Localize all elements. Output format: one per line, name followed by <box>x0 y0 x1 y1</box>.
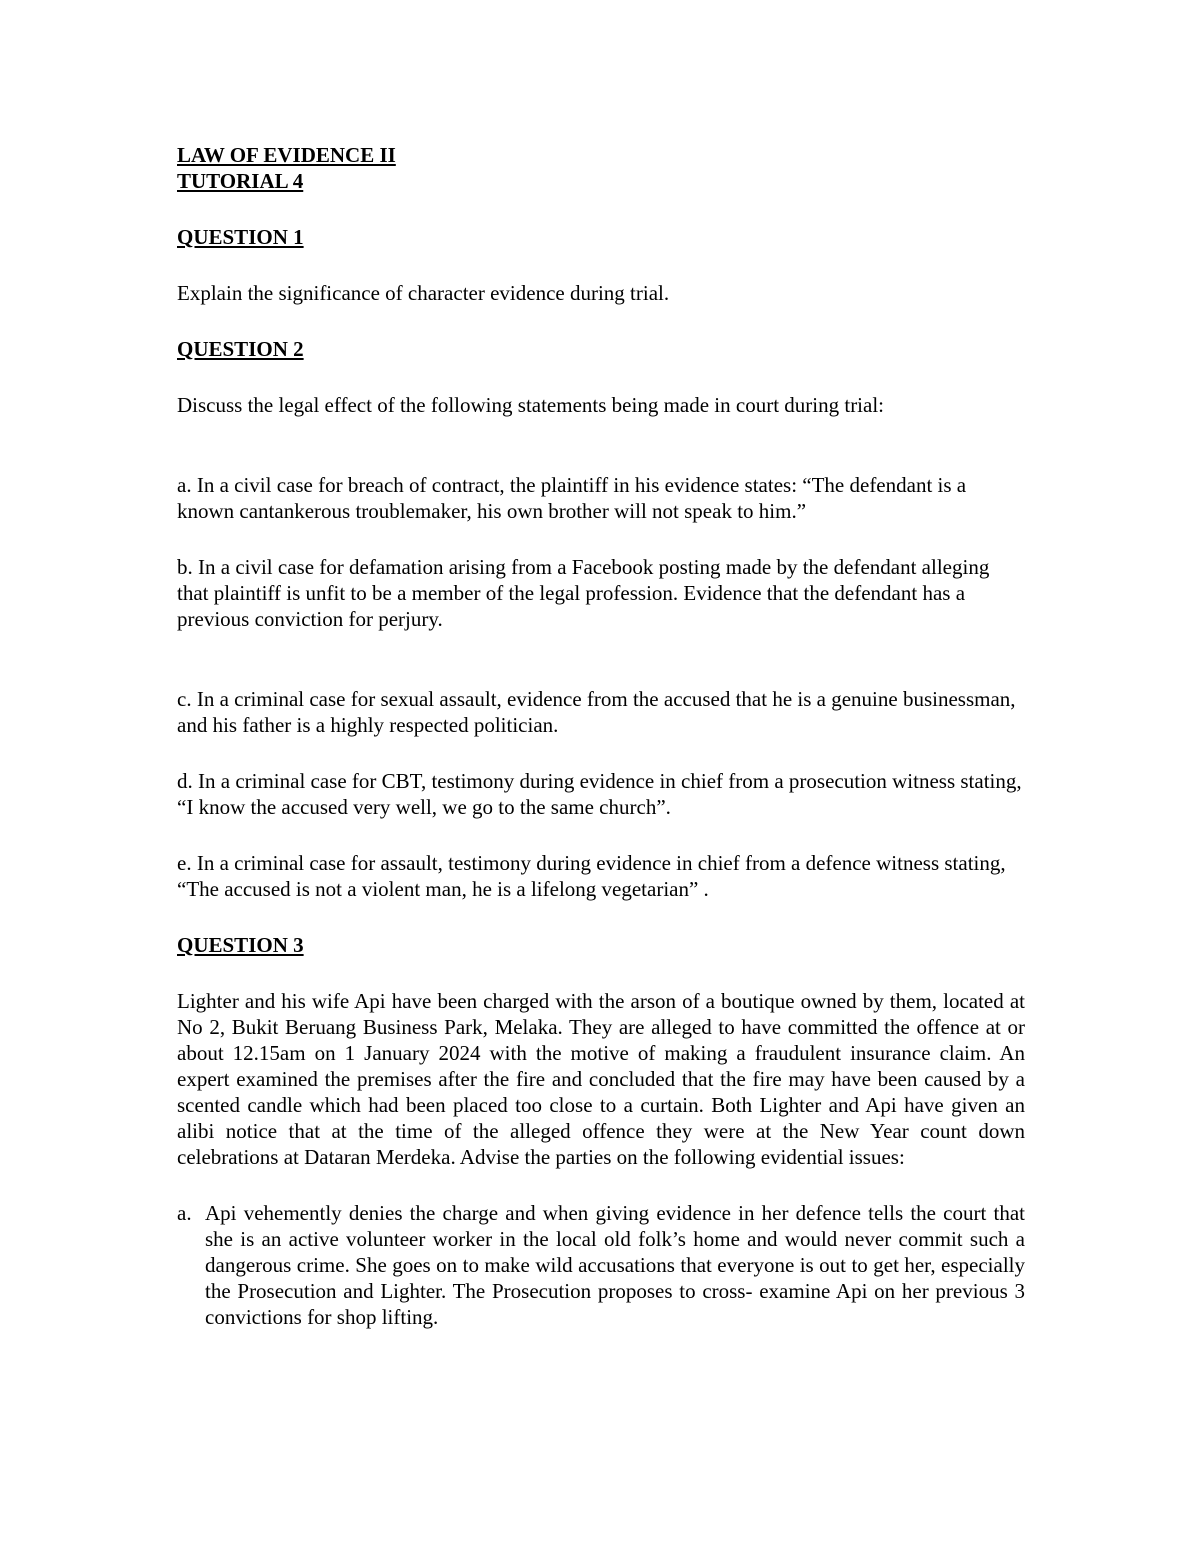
question-1-text: Explain the significance of character evidence during trial. <box>177 281 670 305</box>
question-2-heading: QUESTION 2 <box>177 337 304 361</box>
question-3-heading: QUESTION 3 <box>177 933 304 957</box>
question-3-item-a-text: Api vehemently denies the charge and when giving evidence in her defence tells the court that she is an active volunteer worker in the local old folk’s home and would never commit such a dangerous crime. She goes on to make wild accusations that everyone is out to get her, especially the Prosecution and Lighter. The Prosecution proposes to cross- examine Api on her previous 3 convictions for shop lifting. <box>205 1201 1025 1329</box>
list-marker: a. <box>177 1201 192 1225</box>
question-2-item-e: e. In a criminal case for assault, testimony during evidence in chief from a defence witness stating, “The accused is not a violent man, he is a lifelong vegetarian” . <box>177 851 1006 901</box>
question-2-item-c: c. In a criminal case for sexual assault, evidence from the accused that he is a genuine businessman, and his father is a highly respected politician. <box>177 687 1016 737</box>
tutorial-title: TUTORIAL 4 <box>177 169 304 193</box>
question-3-item-a <box>177 1200 1025 1330</box>
question-2-item-a: a. In a civil case for breach of contract, the plaintiff in his evidence states: “The defendant is a known cantankerous troublemaker, his own brother will not speak to him.” <box>177 473 967 523</box>
question-2-item-b: b. In a civil case for defamation arising from a Facebook posting made by the defendant alleging that plaintiff is unfit to be a member of the legal profession. Evidence that the defendant has a previous conviction for perjury. <box>177 555 990 631</box>
question-2-item-d: d. In a criminal case for CBT, testimony during evidence in chief from a prosecution witness stating, “I know the accused very well, we go to the same church”. <box>177 769 1022 819</box>
question-2-intro: Discuss the legal effect of the following statements being made in court during trial: <box>177 393 885 417</box>
document-page <box>177 142 1025 1330</box>
question-1-heading: QUESTION 1 <box>177 225 304 249</box>
question-3-facts: Lighter and his wife Api have been charged with the arson of a boutique owned by them, located at No 2, Bukit Beruang Business Park, Melaka. They are alleged to have committed the offence at or about 12.15am on 1 January 2024 with the motive of making a fraudulent insurance claim. An expert examined the premises after the fire and concluded that the fire may have been caused by a scented candle which had been placed too close to a curtain. Both Lighter and Api have given an alibi notice that at the time of the alleged offence they were at the New Year count down celebrations at Dataran Merdeka. Advise the parties on the following evidential issues: <box>177 989 1025 1169</box>
course-title: LAW OF EVIDENCE II <box>177 143 396 167</box>
